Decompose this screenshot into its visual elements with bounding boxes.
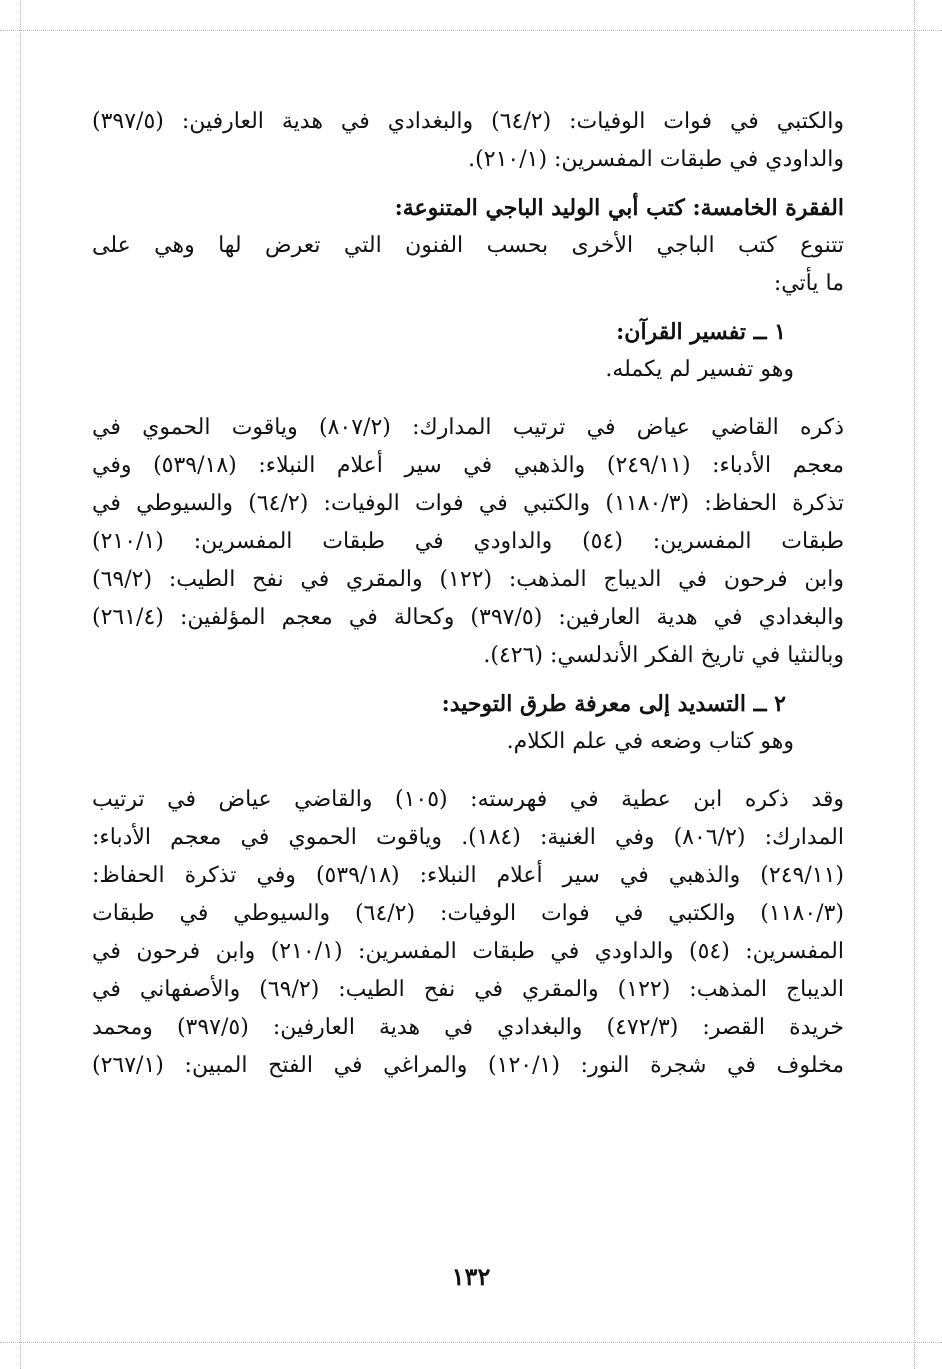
item2-ref-line: (١١٨٠/٣) والكتبي في فوات الوفيات: (٦٤/٢) والسيوطي في طبقات [92,901,844,926]
item2-heading: ٢ ــ التسديد إلى معرفة طرق التوحيد: [441,691,786,717]
margin-guide-top [0,30,942,31]
item2-ref-line: وقد ذكره ابن عطية في فهرسته: (١٠٥) والقاضي عياض في ترتيب [92,787,844,812]
item1-description: وهو تفسير لم يكمله. [605,357,794,382]
item1-ref-line: تذكرة الحفاظ: (١١٨٠/٣) والكتبي في فوات الوفيات: (٦٤/٢) والسيوطي في [92,491,844,516]
item2-ref-line: (٢٤٩/١١) والذهبي في سير أعلام النبلاء: (٥٣٩/١٨) وفي تذكرة الحفاظ: [92,863,844,888]
page-number: ١٣٢ [451,1262,491,1291]
item2-ref-line: خريدة القصر: (٤٧٢/٣) والبغدادي في هدية العارفين: (٣٩٧/٥) ومحمد [92,1015,844,1040]
item2-ref-line: المفسرين: (٥٤) والداودي في طبقات المفسرين: (٢١٠/١) وابن فرحون في [92,939,844,964]
item1-ref-line: والبغدادي في هدية العارفين: (٣٩٧/٥) وكحالة في معجم المؤلفين: (٢٦١/٤) [92,605,844,630]
section-intro-line-2: ما يأتي: [773,271,844,296]
item2-ref-line: المدارك: (٨٠٦/٢) وفي الغنية: (١٨٤). وياقوت الحموي في معجم الأدباء: [92,825,844,850]
item1-ref-line: وبالنثيا في تاريخ الفكر الأندلسي: (٤٢٦). [483,643,844,668]
item1-ref-line: طبقات المفسرين: (٥٤) والداودي في طبقات المفسرين: (٢١٠/١) [92,529,844,554]
item1-ref-line: ذكره القاضي عياض في ترتيب المدارك: (٨٠٧/٢) وياقوت الحموي في [92,415,844,440]
item1-ref-line: وابن فرحون في الديباج المذهب: (١٢٢) والمقري في نفح الطيب: (٦٩/٢) [92,567,844,592]
item1-heading: ١ ــ تفسير القرآن: [616,319,786,345]
margin-guide-bottom [0,1342,942,1343]
item2-description: وهو كتاب وضعه في علم الكلام. [506,729,794,754]
section-heading: الفقرة الخامسة: كتب أبي الوليد الباجي المتنوعة: [394,195,844,221]
item2-ref-line: مخلوف في شجرة النور: (١٢٠/١) والمراغي في الفتح المبين: (٢٦٧/١) [92,1053,844,1078]
page-body [92,103,844,1085]
margin-guide-left [20,0,21,1369]
item1-ref-line: معجم الأدباء: (٢٤٩/١١) والذهبي في سير أعلام النبلاء: (٥٣٩/١٨) وفي [92,453,844,478]
section-intro-line-1: تتنوع كتب الباجي الأخرى بحسب الفنون التي تعرض لها وهي على [92,233,844,258]
item2-ref-line: الديباج المذهب: (١٢٢) والمقري في نفح الطيب: (٦٩/٢) والأصفهاني في [92,977,844,1002]
intro-line-2: والداودي في طبقات المفسرين: (٢١٠/١). [468,147,844,172]
intro-line-1: والكتبي في فوات الوفيات: (٦٤/٢) والبغدادي في هدية العارفين: (٣٩٧/٥) [92,109,844,134]
margin-guide-right [914,0,915,1369]
